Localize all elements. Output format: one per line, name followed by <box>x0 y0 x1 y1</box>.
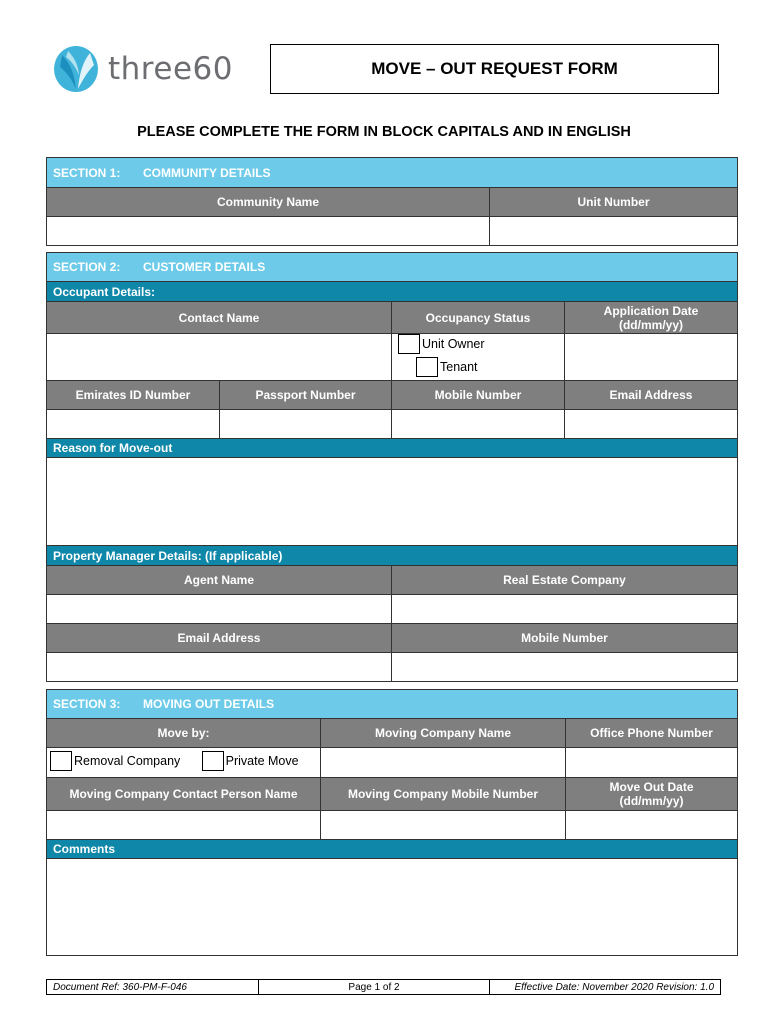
col-emirates-id: Emirates ID Number <box>47 381 220 410</box>
col-occupancy-status: Occupancy Status <box>392 302 565 334</box>
pm-email-field[interactable] <box>47 653 392 682</box>
col-move-by: Move by: <box>47 719 321 748</box>
section-number: SECTION 2: <box>53 260 121 274</box>
private-move-checkbox[interactable] <box>202 751 224 771</box>
email-field[interactable] <box>565 410 738 439</box>
footer <box>46 979 721 995</box>
col-community-name: Community Name <box>47 188 490 217</box>
occupant-details-label: Occupant Details: <box>47 282 738 302</box>
col-passport: Passport Number <box>220 381 392 410</box>
move-out-date-format: (dd/mm/yy) <box>619 794 684 808</box>
col-mobile: Mobile Number <box>392 381 565 410</box>
col-contact-name: Contact Name <box>47 302 392 334</box>
removal-company-checkbox[interactable] <box>50 751 72 771</box>
col-office-phone: Office Phone Number <box>566 719 738 748</box>
move-out-date-field[interactable] <box>566 811 738 840</box>
section-number: SECTION 1: <box>53 165 121 180</box>
section-1-table <box>46 157 738 246</box>
three60-logo-icon <box>52 45 100 93</box>
removal-company-label: Removal Company <box>74 754 181 768</box>
section-2-table <box>46 252 738 556</box>
removal-company-option[interactable] <box>50 751 180 771</box>
real-estate-field[interactable] <box>392 595 738 624</box>
unit-owner-label: Unit Owner <box>422 337 485 351</box>
move-out-date-label: Move Out Date <box>609 780 694 794</box>
move-by-options <box>47 748 321 778</box>
unit-number-field[interactable] <box>490 217 738 246</box>
private-move-option[interactable] <box>202 751 299 771</box>
section-3-header <box>47 690 738 719</box>
property-manager-label: Property Manager Details: (If applicable) <box>47 546 738 566</box>
instruction-text: PLEASE COMPLETE THE FORM IN BLOCK CAPITALS AND IN ENGLISH <box>137 124 631 140</box>
application-date-label: Application Date <box>603 303 699 318</box>
tenant-checkbox[interactable] <box>416 357 438 377</box>
comments-field[interactable] <box>47 859 738 956</box>
tenant-label: Tenant <box>440 360 478 374</box>
col-contact-person: Moving Company Contact Person Name <box>47 778 321 811</box>
agent-name-field[interactable] <box>47 595 392 624</box>
mobile-field[interactable] <box>392 410 565 439</box>
tenant-option[interactable] <box>416 357 478 377</box>
col-email: Email Address <box>565 381 738 410</box>
col-pm-mobile: Mobile Number <box>392 624 738 653</box>
document-ref: Document Ref: 360-PM-F-046 <box>47 980 259 995</box>
col-real-estate: Real Estate Company <box>392 566 738 595</box>
section-title: CUSTOMER DETAILS <box>143 260 266 274</box>
col-moving-company-name: Moving Company Name <box>321 719 566 748</box>
application-date-field[interactable] <box>565 334 738 381</box>
page-number: Page 1 of 2 <box>259 980 490 995</box>
reason-label: Reason for Move-out <box>47 439 738 458</box>
section-3-table <box>46 689 738 956</box>
col-application-date <box>565 302 738 334</box>
form-title: MOVE – OUT REQUEST FORM <box>270 44 719 94</box>
col-move-out-date <box>566 778 738 811</box>
community-name-field[interactable] <box>47 217 490 246</box>
section-2-header <box>47 253 738 282</box>
col-company-mobile: Moving Company Mobile Number <box>321 778 566 811</box>
office-phone-field[interactable] <box>566 748 738 778</box>
section-1-header <box>47 158 738 188</box>
company-mobile-field[interactable] <box>321 811 566 840</box>
moving-company-name-field[interactable] <box>321 748 566 778</box>
property-manager-table <box>46 545 738 682</box>
comments-label: Comments <box>47 840 738 859</box>
col-pm-email: Email Address <box>47 624 392 653</box>
pm-mobile-field[interactable] <box>392 653 738 682</box>
contact-person-field[interactable] <box>47 811 321 840</box>
logo-text: three60 <box>108 51 233 87</box>
col-unit-number: Unit Number <box>490 188 738 217</box>
application-date-format: (dd/mm/yy) <box>618 317 683 332</box>
company-logo <box>52 44 252 94</box>
occupancy-status-options <box>392 334 565 381</box>
passport-field[interactable] <box>220 410 392 439</box>
private-move-label: Private Move <box>225 754 299 768</box>
section-title: COMMUNITY DETAILS <box>143 165 271 180</box>
unit-owner-option[interactable] <box>398 334 485 354</box>
unit-owner-checkbox[interactable] <box>398 334 420 354</box>
effective-date: Effective Date: November 2020 Revision: 1.0 <box>490 980 721 995</box>
section-title: MOVING OUT DETAILS <box>143 697 275 711</box>
emirates-id-field[interactable] <box>47 410 220 439</box>
reason-field[interactable] <box>47 458 738 556</box>
section-number: SECTION 3: <box>53 697 121 711</box>
col-agent-name: Agent Name <box>47 566 392 595</box>
contact-name-field[interactable] <box>47 334 392 381</box>
